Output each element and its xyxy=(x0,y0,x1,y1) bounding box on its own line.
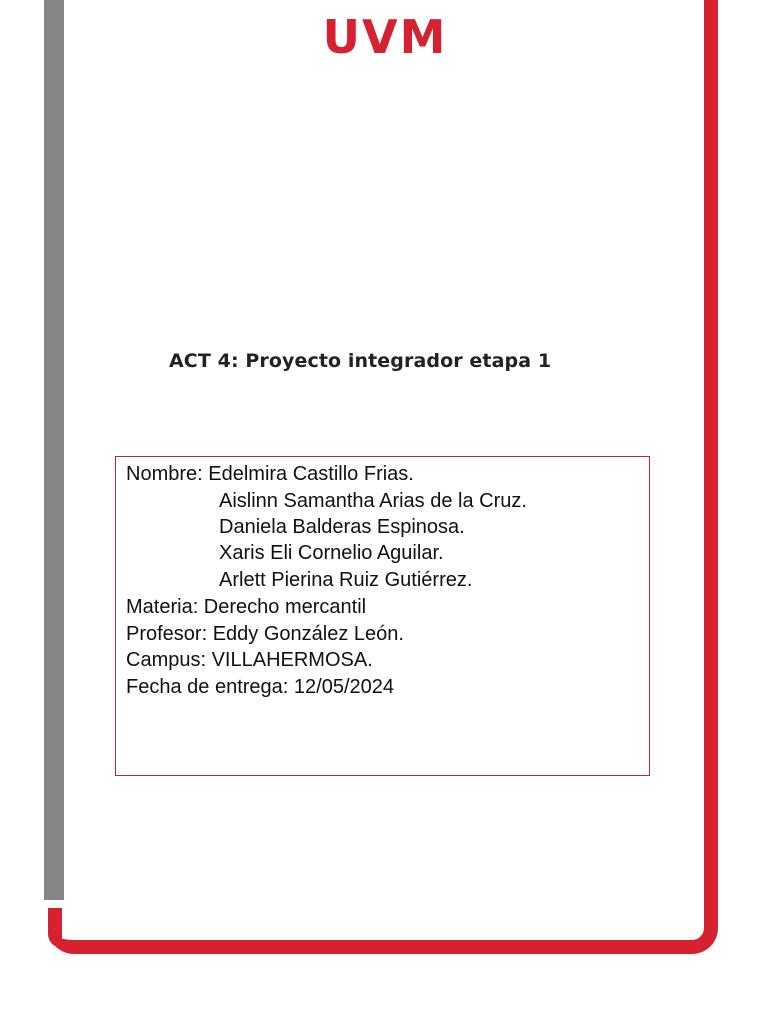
red-frame-corner xyxy=(48,908,62,948)
member-name: Arlett Pierina Ruiz Gutiérrez. xyxy=(219,569,473,591)
materia-line: Materia: Derecho mercantil xyxy=(126,596,367,618)
member-name: Xaris Eli Cornelio Aguilar. xyxy=(219,542,444,564)
member-name: Edelmira Castillo Frias. xyxy=(208,463,414,485)
nombre-line xyxy=(126,461,414,487)
profesor-line: Profesor: Eddy González León. xyxy=(126,623,404,645)
member-name: Daniela Balderas Espinosa. xyxy=(219,516,465,538)
info-box xyxy=(115,456,650,776)
fecha-line: Fecha de entrega: 12/05/2024 xyxy=(126,676,394,698)
campus-line: Campus: VILLAHERMOSA. xyxy=(126,649,373,671)
nombre-label: Nombre: xyxy=(126,463,209,485)
svg-text:UVM: UVM xyxy=(322,10,448,64)
document-title: ACT 4: Proyecto integrador etapa 1 xyxy=(169,350,552,372)
member-name: Aislinn Samantha Arias de la Cruz. xyxy=(219,490,527,512)
uvm-logo xyxy=(300,8,470,68)
